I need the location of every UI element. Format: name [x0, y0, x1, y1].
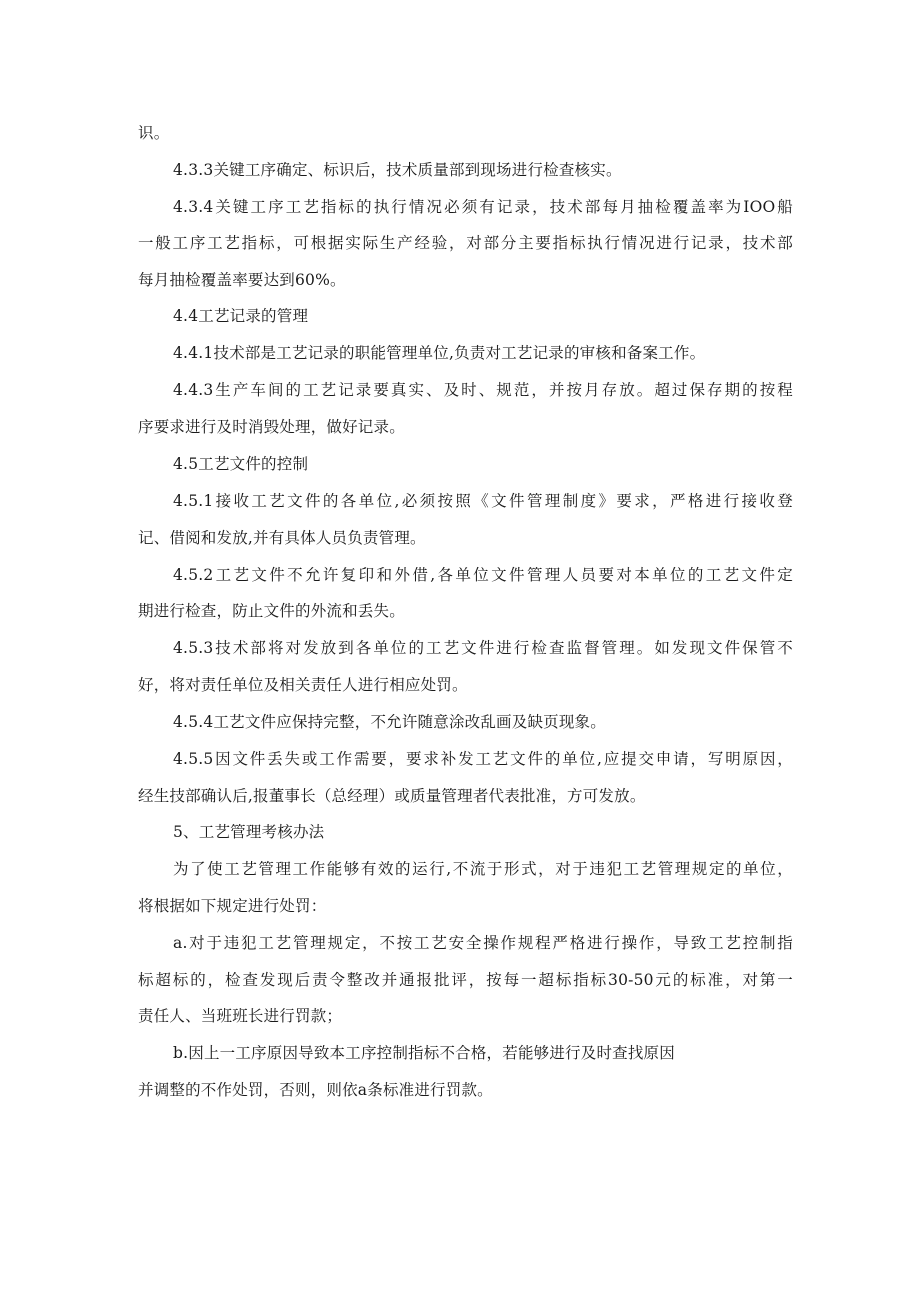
clause-4-5-3: 4.5.3技术部将对发放到各单位的工艺文件进行检查监督管理。如发现文件保管不 [173, 639, 793, 657]
clause-4-5-1-line-2: 记、借阅和发放,并有具体人员负责管理。 [138, 529, 426, 547]
clause-4-5-5: 4.5.5因文件丢失或工作需要，要求补发工艺文件的单位,应提交申请，写明原因， [173, 750, 793, 768]
item-a-line-3: 责任人、当班班长进行罚款； [138, 1007, 343, 1025]
clause-4-5-3-line-2: 好，将对责任单位及相关责任人进行相应处罚。 [138, 676, 468, 694]
clause-4-3-4: 4.3.4关键工序工艺指标的执行情况必须有记录，技术部每月抽检覆盖率为IOO船 [173, 198, 793, 216]
item-a-line-2: 标超标的，检查发现后责令整改并通报批评，按每一超标指标30-50元的标准，对第一 [138, 971, 793, 989]
heading-4-5: 4.5工艺文件的控制 [173, 455, 309, 473]
clause-4-5-1: 4.5.1接收工艺文件的各单位,必须按照《文件管理制度》要求，严格进行接收登 [173, 492, 793, 510]
item-a: a.对于违犯工艺管理规定，不按工艺安全操作规程严格进行操作，导致工艺控制指 [173, 934, 793, 952]
clause-4-4-3: 4.4.3生产车间的工艺记录要真实、及时、规范，并按月存放。超过保存期的按程 [173, 381, 793, 399]
heading-5: 5、工艺管理考核办法 [173, 823, 325, 841]
clause-4-3-4-line-3: 每月抽检覆盖率要达到60%。 [138, 271, 346, 289]
clause-4-5-5-line-2: 经生技部确认后,报董事长（总经理）或质量管理者代表批准，方可发放。 [138, 787, 646, 805]
clause-4-3-3: 4.3.3关键工序确定、标识后，技术质量部到现场进行检查核实。 [173, 161, 622, 179]
section-5-intro-line-2: 将根据如下规定进行处罚： [138, 897, 327, 915]
section-5-intro: 为了使工艺管理工作能够有效的运行,不流于形式，对于违犯工艺管理规定的单位， [173, 860, 793, 878]
clause-4-4-3-line-2: 序要求进行及时消毁处理，做好记录。 [138, 418, 405, 436]
clause-4-4-1: 4.4.1技术部是工艺记录的职能管理单位,负责对工艺记录的审核和备案工作。 [173, 344, 706, 362]
text-line-continuation: 识。 [138, 124, 170, 142]
clause-4-5-4: 4.5.4工艺文件应保持完整，不允许随意涂改乱画及缺页现象。 [173, 713, 606, 731]
item-b: b.因上一工序原因导致本工序控制指标不合格，若能够进行及时查找原因 [173, 1044, 675, 1062]
clause-4-5-2: 4.5.2工艺文件不允许复印和外借,各单位文件管理人员要对本单位的工艺文件定 [173, 566, 793, 584]
clause-4-5-2-line-2: 期进行检查，防止文件的外流和丢失。 [138, 602, 405, 620]
item-b-line-2: 并调整的不作处罚，否则，则依a条标准进行罚款。 [138, 1081, 493, 1099]
heading-4-4: 4.4工艺记录的管理 [173, 307, 309, 325]
clause-4-3-4-line-2: 一般工序工艺指标，可根据实际生产经验，对部分主要指标执行情况进行记录，技术部 [138, 234, 793, 252]
